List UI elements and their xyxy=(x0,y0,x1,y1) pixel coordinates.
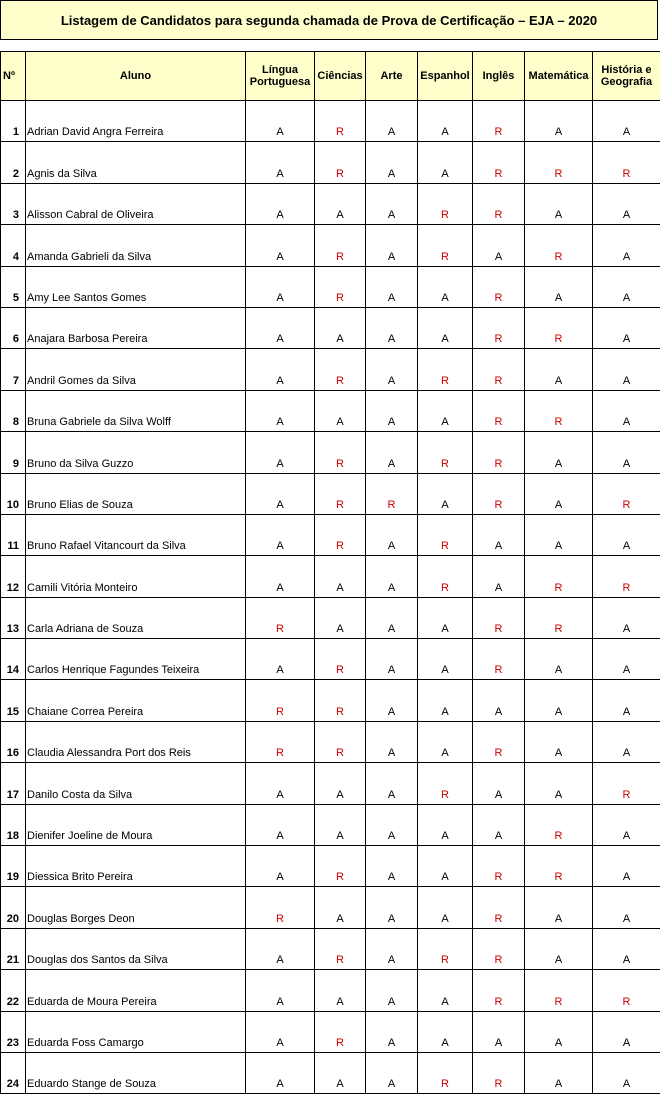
table-row xyxy=(1,597,660,638)
grade-cell: R xyxy=(473,473,525,514)
grade-cell: R xyxy=(418,514,473,555)
table-row xyxy=(1,390,660,431)
grade-cell: R xyxy=(473,266,525,307)
grade-cell: A xyxy=(418,639,473,680)
grade-cell: R xyxy=(593,556,660,597)
header-lingua-portuguesa xyxy=(246,52,315,101)
grade-cell: R xyxy=(525,970,593,1011)
grade-cell: A xyxy=(315,804,366,845)
grade-cell: A xyxy=(418,266,473,307)
student-name: Diessica Brito Pereira xyxy=(26,846,246,887)
row-number: 5 xyxy=(1,266,26,307)
table-row xyxy=(1,1052,660,1093)
grade-cell: A xyxy=(315,390,366,431)
table-row xyxy=(1,556,660,597)
grade-cell: R xyxy=(246,597,315,638)
grade-cell: R xyxy=(246,721,315,762)
grade-cell: A xyxy=(315,970,366,1011)
student-name: Dienifer Joeline de Moura xyxy=(26,804,246,845)
grade-cell: A xyxy=(246,1052,315,1093)
table-row xyxy=(1,183,660,224)
student-name: Anajara Barbosa Pereira xyxy=(26,307,246,348)
grade-cell: A xyxy=(593,928,660,969)
table-row xyxy=(1,225,660,266)
grade-cell: A xyxy=(525,432,593,473)
grade-cell: A xyxy=(366,307,418,348)
grade-cell: R xyxy=(315,1011,366,1052)
table-row xyxy=(1,721,660,762)
grade-cell: A xyxy=(246,390,315,431)
student-name: Bruno Rafael Vitancourt da Silva xyxy=(26,514,246,555)
grade-cell: A xyxy=(246,928,315,969)
grade-cell: R xyxy=(418,225,473,266)
grade-cell: A xyxy=(418,970,473,1011)
grade-cell: A xyxy=(473,514,525,555)
grade-cell: A xyxy=(315,763,366,804)
row-number: 22 xyxy=(1,970,26,1011)
header-aluno: Aluno xyxy=(26,52,246,101)
grade-cell: R xyxy=(418,1052,473,1093)
grade-cell: A xyxy=(525,721,593,762)
grade-cell: A xyxy=(246,225,315,266)
header-ingles: Inglês xyxy=(473,52,525,101)
student-name: Bruno Elias de Souza xyxy=(26,473,246,514)
table-row xyxy=(1,473,660,514)
table-row xyxy=(1,101,660,142)
grade-cell: R xyxy=(525,307,593,348)
grade-cell: A xyxy=(418,721,473,762)
grade-cell: R xyxy=(525,804,593,845)
header-historia-geografia xyxy=(593,52,660,101)
student-name: Douglas Borges Deon xyxy=(26,887,246,928)
grade-cell: R xyxy=(473,597,525,638)
grade-cell: R xyxy=(315,142,366,183)
grade-cell: R xyxy=(315,101,366,142)
grade-cell: R xyxy=(418,349,473,390)
row-number: 20 xyxy=(1,887,26,928)
grade-cell: A xyxy=(593,307,660,348)
student-name: Amanda Gabrieli da Silva xyxy=(26,225,246,266)
grade-cell: A xyxy=(315,887,366,928)
header-espanhol: Espanhol xyxy=(418,52,473,101)
grade-cell: A xyxy=(525,1011,593,1052)
row-number: 21 xyxy=(1,928,26,969)
grade-cell: A xyxy=(525,639,593,680)
grade-cell: R xyxy=(593,473,660,514)
grade-cell: A xyxy=(525,1052,593,1093)
grade-cell: A xyxy=(366,390,418,431)
table-row xyxy=(1,970,660,1011)
student-name: Bruno da Silva Guzzo xyxy=(26,432,246,473)
row-number: 19 xyxy=(1,846,26,887)
grade-cell: R xyxy=(473,142,525,183)
row-number: 1 xyxy=(1,101,26,142)
grade-cell: R xyxy=(473,349,525,390)
table-row xyxy=(1,514,660,555)
grade-cell: R xyxy=(473,846,525,887)
grade-cell: A xyxy=(593,721,660,762)
table-row xyxy=(1,804,660,845)
grade-cell: R xyxy=(473,639,525,680)
grade-cell: A xyxy=(418,473,473,514)
grade-cell: R xyxy=(246,680,315,721)
grade-cell: A xyxy=(366,225,418,266)
student-name: Claudia Alessandra Port dos Reis xyxy=(26,721,246,762)
grade-cell: A xyxy=(366,556,418,597)
grade-cell: R xyxy=(315,473,366,514)
row-number: 8 xyxy=(1,390,26,431)
grade-cell: R xyxy=(473,183,525,224)
grade-cell: R xyxy=(315,225,366,266)
grade-cell: R xyxy=(473,970,525,1011)
grade-cell: A xyxy=(366,970,418,1011)
grade-cell: A xyxy=(593,432,660,473)
table-row xyxy=(1,266,660,307)
student-name: Adrian David Angra Ferreira xyxy=(26,101,246,142)
grade-cell: R xyxy=(473,432,525,473)
grade-cell: A xyxy=(593,639,660,680)
row-number: 9 xyxy=(1,432,26,473)
grade-cell: A xyxy=(246,763,315,804)
grade-cell: A xyxy=(366,266,418,307)
grade-cell: A xyxy=(246,307,315,348)
grade-cell: A xyxy=(473,804,525,845)
page-title xyxy=(0,0,658,40)
table-row xyxy=(1,307,660,348)
grade-cell: R xyxy=(315,639,366,680)
row-number: 10 xyxy=(1,473,26,514)
grade-cell: A xyxy=(473,225,525,266)
row-number: 16 xyxy=(1,721,26,762)
grade-cell: R xyxy=(473,101,525,142)
grade-cell: R xyxy=(418,556,473,597)
grade-cell: A xyxy=(366,1011,418,1052)
grade-cell: R xyxy=(473,928,525,969)
student-name: Eduarda de Moura Pereira xyxy=(26,970,246,1011)
grade-cell: A xyxy=(593,266,660,307)
row-number: 7 xyxy=(1,349,26,390)
grade-cell: A xyxy=(593,514,660,555)
grade-cell: A xyxy=(418,142,473,183)
row-number: 24 xyxy=(1,1052,26,1093)
grade-cell: A xyxy=(366,680,418,721)
grade-cell: R xyxy=(525,846,593,887)
candidates-table xyxy=(0,51,660,1094)
grade-cell: A xyxy=(593,225,660,266)
grade-cell: A xyxy=(246,101,315,142)
title-text: Listagem de Candidatos para segunda chamada de Prova de Certificação – EJA – 2020 xyxy=(61,13,597,28)
grade-cell: R xyxy=(525,225,593,266)
grade-cell: R xyxy=(593,142,660,183)
student-name: Douglas dos Santos da Silva xyxy=(26,928,246,969)
row-number: 14 xyxy=(1,639,26,680)
grade-cell: R xyxy=(593,970,660,1011)
grade-cell: A xyxy=(366,142,418,183)
grade-cell: A xyxy=(246,349,315,390)
grade-cell: A xyxy=(366,432,418,473)
grade-cell: A xyxy=(525,680,593,721)
row-number: 13 xyxy=(1,597,26,638)
grade-cell: A xyxy=(366,804,418,845)
student-name: Camili Vitória Monteiro xyxy=(26,556,246,597)
header-line2: Geografia xyxy=(601,76,652,88)
row-number: 4 xyxy=(1,225,26,266)
student-name: Carlos Henrique Fagundes Teixeira xyxy=(26,639,246,680)
row-number: 11 xyxy=(1,514,26,555)
grade-cell: A xyxy=(418,804,473,845)
table-row xyxy=(1,928,660,969)
grade-cell: A xyxy=(246,556,315,597)
table-row xyxy=(1,142,660,183)
grade-cell: A xyxy=(246,183,315,224)
row-number: 6 xyxy=(1,307,26,348)
grade-cell: A xyxy=(246,514,315,555)
grade-cell: R xyxy=(315,928,366,969)
grade-cell: R xyxy=(418,928,473,969)
grade-cell: A xyxy=(315,1052,366,1093)
header-ciencias: Ciências xyxy=(315,52,366,101)
table-row xyxy=(1,349,660,390)
grade-cell: R xyxy=(315,349,366,390)
grade-cell: A xyxy=(246,142,315,183)
grade-cell: R xyxy=(473,887,525,928)
table-row xyxy=(1,887,660,928)
grade-cell: A xyxy=(418,101,473,142)
header-line1: Língua xyxy=(262,64,298,76)
row-number: 18 xyxy=(1,804,26,845)
grade-cell: R xyxy=(366,473,418,514)
grade-cell: A xyxy=(418,597,473,638)
grade-cell: A xyxy=(525,473,593,514)
grade-cell: R xyxy=(315,680,366,721)
grade-cell: R xyxy=(525,390,593,431)
grade-cell: A xyxy=(366,349,418,390)
grade-cell: A xyxy=(366,514,418,555)
grade-cell: R xyxy=(473,307,525,348)
grade-cell: A xyxy=(525,514,593,555)
grade-cell: A xyxy=(525,887,593,928)
student-name: Eduardo Stange de Souza xyxy=(26,1052,246,1093)
grade-cell: A xyxy=(315,597,366,638)
grade-cell: A xyxy=(366,1052,418,1093)
student-name: Eduarda Foss Camargo xyxy=(26,1011,246,1052)
grade-cell: R xyxy=(525,142,593,183)
grade-cell: A xyxy=(593,887,660,928)
table-row xyxy=(1,639,660,680)
grade-cell: A xyxy=(593,846,660,887)
grade-cell: A xyxy=(525,183,593,224)
grade-cell: A xyxy=(593,1011,660,1052)
student-name: Andril Gomes da Silva xyxy=(26,349,246,390)
grade-cell: A xyxy=(593,804,660,845)
grade-cell: A xyxy=(366,183,418,224)
grade-cell: A xyxy=(418,307,473,348)
grade-cell: A xyxy=(593,680,660,721)
grade-cell: R xyxy=(593,763,660,804)
student-name: Bruna Gabriele da Silva Wolff xyxy=(26,390,246,431)
grade-cell: A xyxy=(246,1011,315,1052)
grade-cell: A xyxy=(525,101,593,142)
grade-cell: A xyxy=(315,556,366,597)
grade-cell: R xyxy=(315,721,366,762)
student-name: Amy Lee Santos Gomes xyxy=(26,266,246,307)
grade-cell: A xyxy=(525,266,593,307)
grade-cell: A xyxy=(246,970,315,1011)
student-name: Agnis da Silva xyxy=(26,142,246,183)
grade-cell: A xyxy=(593,597,660,638)
grade-cell: A xyxy=(593,349,660,390)
grade-cell: A xyxy=(366,597,418,638)
grade-cell: A xyxy=(246,804,315,845)
student-name: Danilo Costa da Silva xyxy=(26,763,246,804)
grade-cell: R xyxy=(246,887,315,928)
grade-cell: A xyxy=(418,390,473,431)
grade-cell: A xyxy=(246,473,315,514)
grade-cell: R xyxy=(473,721,525,762)
grade-cell: A xyxy=(315,183,366,224)
grade-cell: A xyxy=(366,928,418,969)
grade-cell: A xyxy=(525,763,593,804)
header-row xyxy=(1,52,660,101)
grade-cell: A xyxy=(366,101,418,142)
table-row xyxy=(1,680,660,721)
grade-cell: R xyxy=(315,432,366,473)
grade-cell: A xyxy=(473,1011,525,1052)
grade-cell: R xyxy=(525,597,593,638)
grade-cell: A xyxy=(593,101,660,142)
header-line2: Portuguesa xyxy=(250,76,311,88)
grade-cell: A xyxy=(418,887,473,928)
row-number: 15 xyxy=(1,680,26,721)
grade-cell: A xyxy=(366,846,418,887)
grade-cell: A xyxy=(246,266,315,307)
row-number: 23 xyxy=(1,1011,26,1052)
grade-cell: A xyxy=(418,1011,473,1052)
grade-cell: R xyxy=(315,266,366,307)
table-row xyxy=(1,846,660,887)
grade-cell: R xyxy=(315,846,366,887)
grade-cell: A xyxy=(525,928,593,969)
header-line1: História e xyxy=(601,64,651,76)
grade-cell: R xyxy=(418,432,473,473)
student-name: Alisson Cabral de Oliveira xyxy=(26,183,246,224)
row-number: 17 xyxy=(1,763,26,804)
grade-cell: A xyxy=(525,349,593,390)
grade-cell: R xyxy=(473,390,525,431)
grade-cell: R xyxy=(418,763,473,804)
grade-cell: A xyxy=(246,639,315,680)
row-number: 2 xyxy=(1,142,26,183)
grade-cell: R xyxy=(525,556,593,597)
grade-cell: A xyxy=(366,887,418,928)
student-name: Chaiane Correa Pereira xyxy=(26,680,246,721)
grade-cell: A xyxy=(246,846,315,887)
grade-cell: A xyxy=(418,680,473,721)
table-row xyxy=(1,1011,660,1052)
grade-cell: R xyxy=(315,514,366,555)
student-name: Carla Adriana de Souza xyxy=(26,597,246,638)
header-num: Nº xyxy=(1,52,26,101)
header-arte: Arte xyxy=(366,52,418,101)
grade-cell: A xyxy=(366,763,418,804)
table-row xyxy=(1,432,660,473)
grade-cell: A xyxy=(593,390,660,431)
grade-cell: A xyxy=(366,721,418,762)
grade-cell: A xyxy=(246,432,315,473)
grade-cell: A xyxy=(418,846,473,887)
grade-cell: A xyxy=(473,680,525,721)
grade-cell: A xyxy=(366,639,418,680)
grade-cell: R xyxy=(418,183,473,224)
row-number: 12 xyxy=(1,556,26,597)
grade-cell: A xyxy=(593,183,660,224)
grade-cell: A xyxy=(473,556,525,597)
grade-cell: A xyxy=(473,763,525,804)
row-number: 3 xyxy=(1,183,26,224)
header-matematica: Matemática xyxy=(525,52,593,101)
grade-cell: A xyxy=(593,1052,660,1093)
grade-cell: R xyxy=(473,1052,525,1093)
table-row xyxy=(1,763,660,804)
grade-cell: A xyxy=(315,307,366,348)
